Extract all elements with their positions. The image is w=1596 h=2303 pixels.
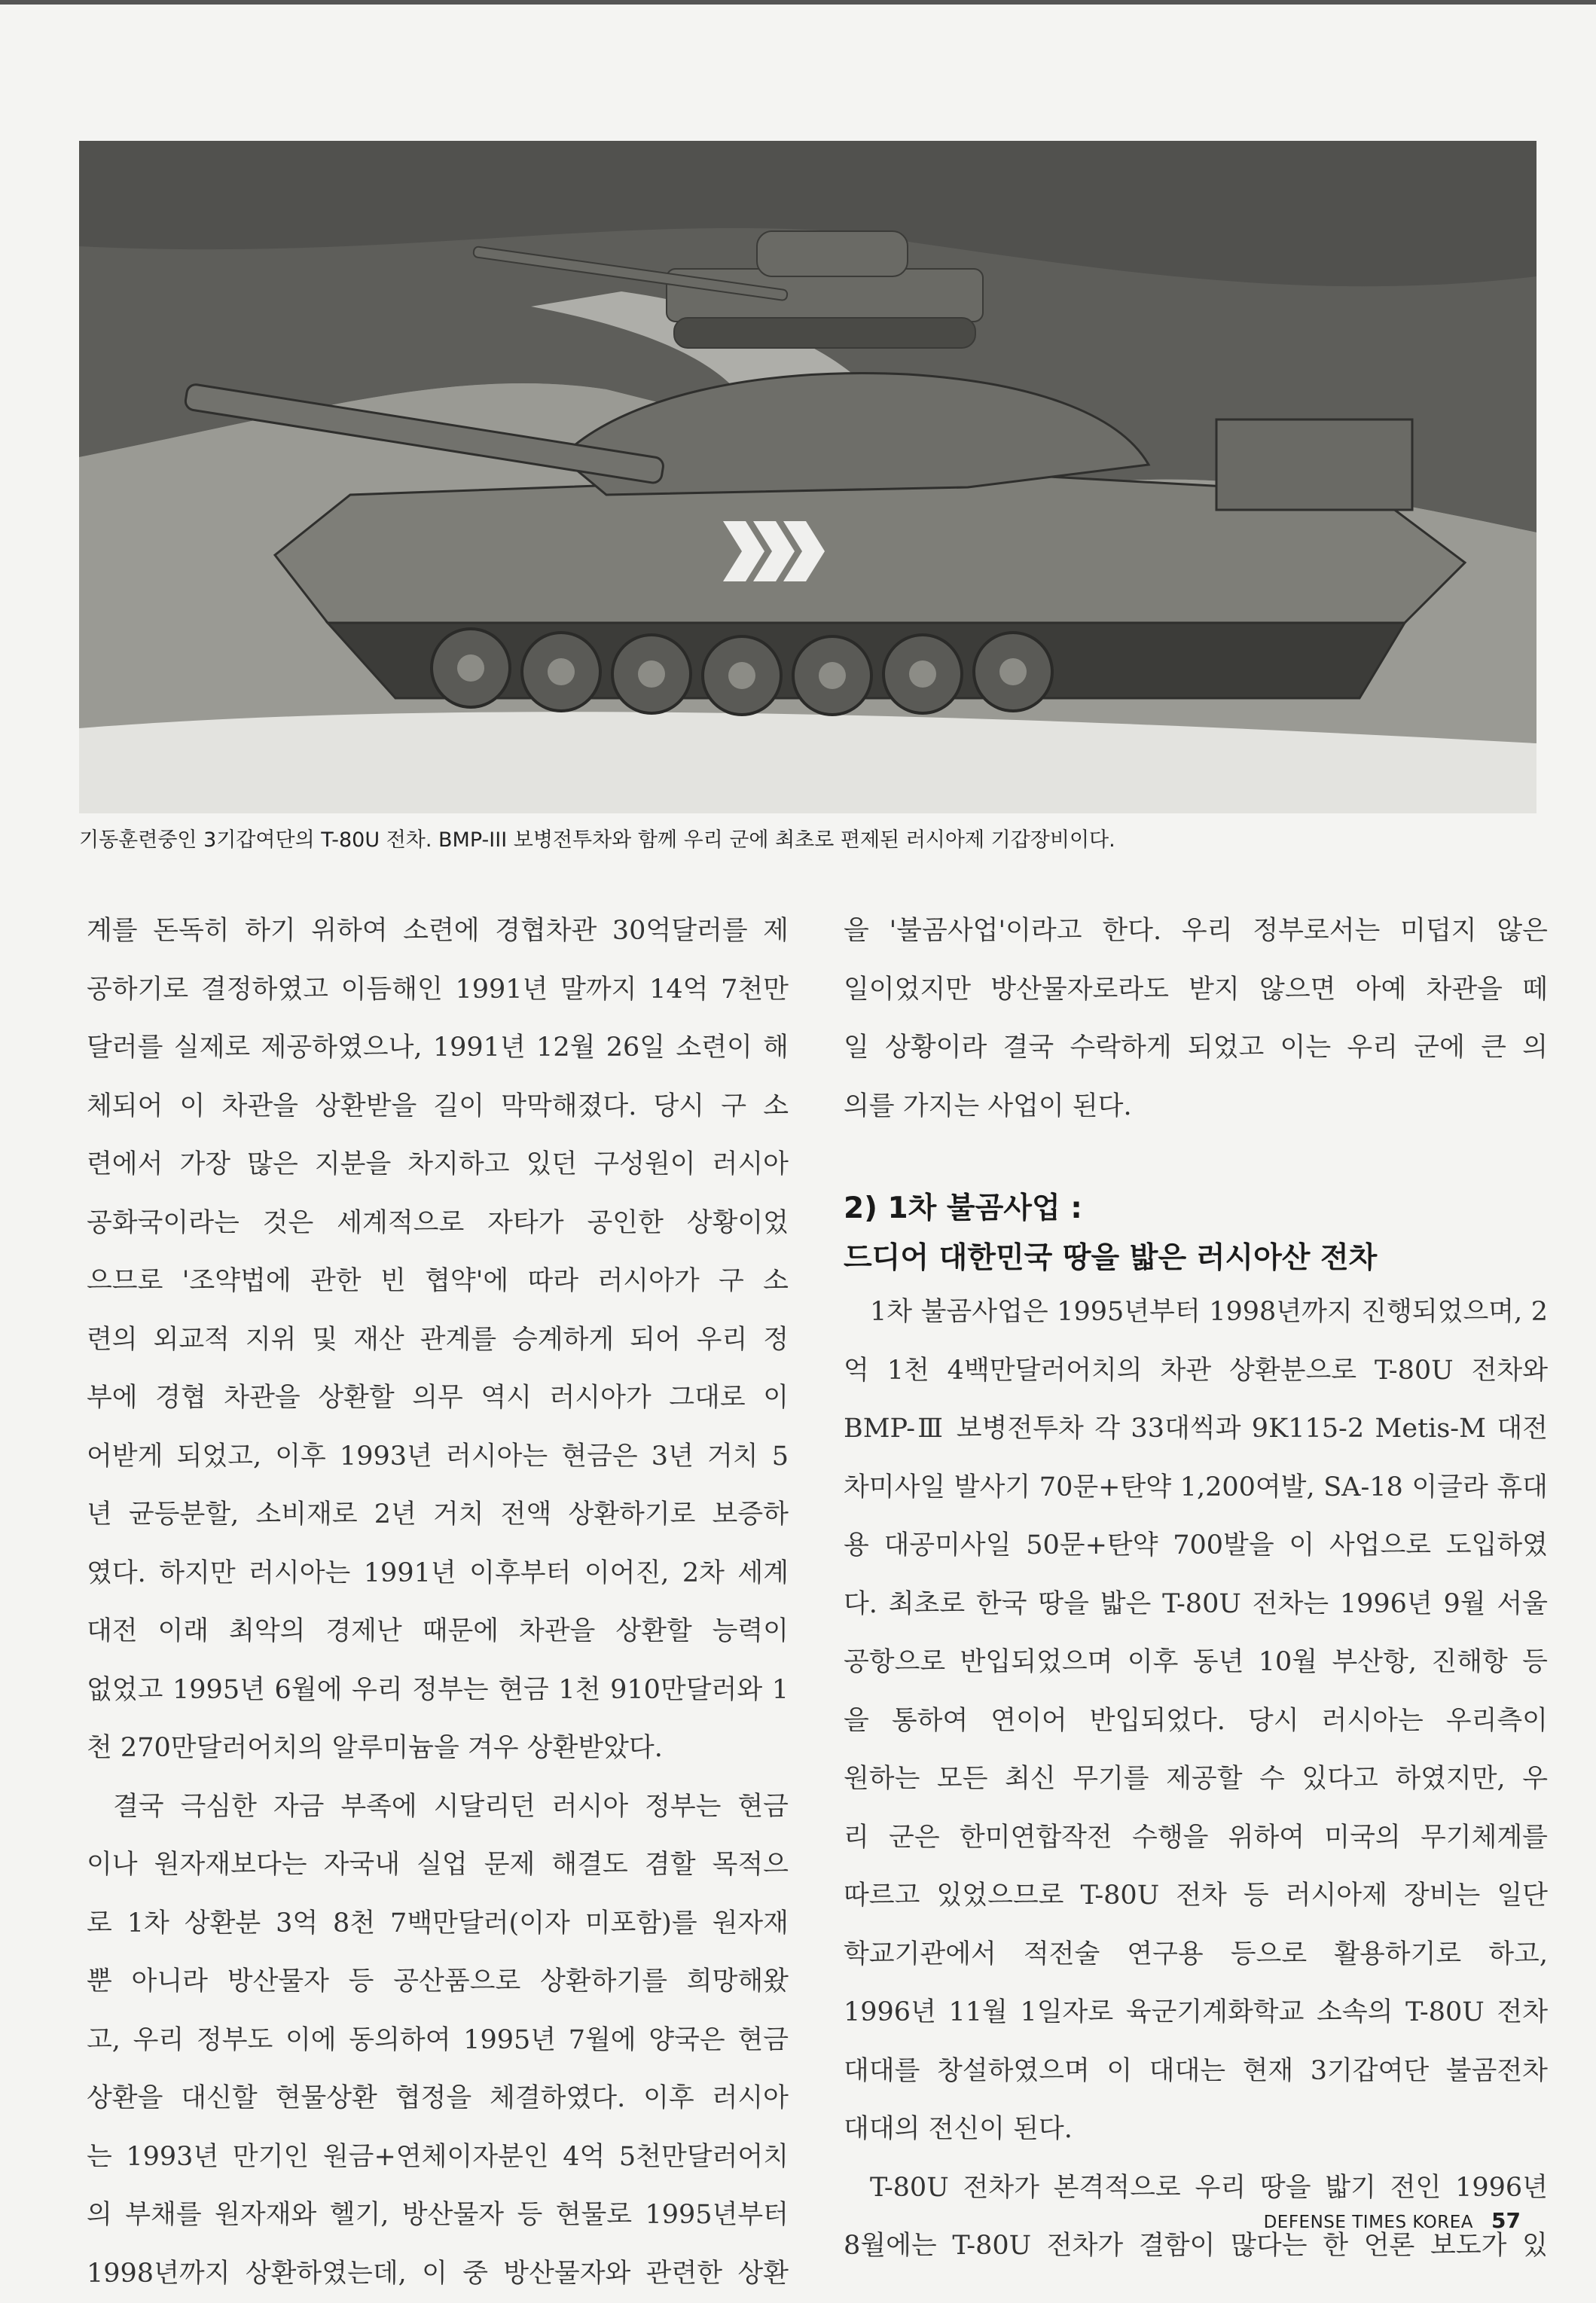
section-heading-line2: 드디어 대한민국 땅을 밟은 러시아산 전차	[844, 1234, 1548, 1283]
paragraph-line: 공화국이라는 것은 세계적으로 자타가 공인한 상황이었	[87, 1194, 789, 1253]
paragraph-line: 의를 가지는 사업이 된다.	[844, 1078, 1548, 1136]
paragraph-line: 1차 불곰사업은 1995년부터 1998년까지 진행되었으며, 2	[844, 1283, 1548, 1342]
paragraph-line: 대대의 전신이 된다.	[844, 2100, 1548, 2159]
paragraph-line: 상환을 대신할 현물상환 협정을 체결하였다. 이후 러시아	[87, 2070, 789, 2128]
paragraph-line: 없었고 1995년 6월에 우리 정부는 현금 1천 910만달러와 1	[87, 1661, 789, 1720]
paragraph-line: 차미사일 발사기 70문+탄약 1,200여발, SA-18 이글라 휴대	[844, 1459, 1548, 1518]
tank-photo	[79, 141, 1536, 813]
paragraph-line: 어받게 되었고, 이후 1993년 러시아는 현금은 3년 거치 5	[87, 1428, 789, 1487]
paragraph-line: 공항으로 반입되었으며 이후 동년 10월 부산항, 진해항 등	[844, 1633, 1548, 1692]
paragraph-line: 련에서 가장 많은 지분을 차지하고 있던 구성원이 러시아	[87, 1136, 789, 1194]
paragraph-line: 을 통하여 연이어 반입되었다. 당시 러시아는 우리측이	[844, 1692, 1548, 1751]
paragraph-line: 천 270만달러어치의 알루미늄을 겨우 상환받았다.	[87, 1719, 789, 1778]
paragraph-line: 달러를 실제로 제공하였으나, 1991년 12월 26일 소련이 해	[87, 1019, 789, 1078]
paragraph-line: 리 군은 한미연합작전 수행을 위하여 미국의 무기체계를	[844, 1809, 1548, 1868]
paragraph-line: 부에 경협 차관을 상환할 의무 역시 러시아가 그대로 이	[87, 1369, 789, 1428]
paragraph-line: 1996년 11월 1일자로 육군기계화학교 소속의 T-80U 전차	[844, 1984, 1548, 2042]
paragraph-line: 의 부채를 원자재와 헬기, 방산물자 등 현물로 1995년부터	[87, 2186, 789, 2245]
paragraph-line: 였다. 하지만 러시아는 1991년 이후부터 이어진, 2차 세계	[87, 1545, 789, 1603]
paragraph-line: 일이었지만 방산물자로라도 받지 않으면 아예 차관을 떼	[844, 961, 1548, 1020]
paragraph-line: 대전 이래 최악의 경제난 때문에 차관을 상환할 능력이	[87, 1603, 789, 1661]
magazine-name: DEFENSE TIMES KOREA	[1264, 2213, 1473, 2232]
left-column	[87, 902, 789, 2303]
paragraph-line: 을 '불곰사업'이라고 한다. 우리 정부로서는 미덥지 않은	[844, 902, 1548, 961]
paragraph-line: 으므로 '조약법에 관한 빈 협약'에 따라 러시아가 구 소	[87, 1252, 789, 1311]
paragraph-line: 년 균등분할, 소비재로 2년 거치 전액 상환하기로 보증하	[87, 1486, 789, 1545]
paragraph-line: 결국 극심한 자금 부족에 시달리던 러시아 정부는 현금	[87, 1778, 789, 1837]
section-heading-line1: 2) 1차 불곰사업 :	[844, 1184, 1548, 1234]
paragraph-line: 계를 돈독히 하기 위하여 소련에 경협차관 30억달러를 제	[87, 902, 789, 961]
paragraph-line: 련의 외교적 지위 및 재산 관계를 승계하게 되어 우리 정	[87, 1311, 789, 1370]
paragraph-line: 로 1차 상환분 3억 8천 7백만달러(이자 미포함)를 원자재	[87, 1895, 789, 1954]
paragraph-line: 이나 원자재보다는 자국내 실업 문제 해결도 겸할 목적으	[87, 1836, 789, 1895]
paragraph-line: 체되어 이 차관을 상환받을 길이 막막해졌다. 당시 구 소	[87, 1078, 789, 1136]
paragraph-line: 따르고 있었으므로 T-80U 전차 등 러시아제 장비는 일단	[844, 1867, 1548, 1926]
top-rule	[0, 0, 1596, 5]
paragraph-line: 다. 최초로 한국 땅을 밟은 T-80U 전차는 1996년 9월 서울	[844, 1575, 1548, 1634]
paragraph-line: 원하는 모든 최신 무기를 제공할 수 있다고 하였지만, 우	[844, 1750, 1548, 1809]
paragraph-line: 대대를 창설하였으며 이 대대는 현재 3기갑여단 불곰전차	[844, 2042, 1548, 2101]
photo-caption: 기동훈련중인 3기갑여단의 T-80U 전차. BMP-III 보병전투차와 함께 우리 군에 최초로 편제된 러시아제 기갑장비이다.	[79, 823, 1536, 853]
paragraph-line: 고, 우리 정부도 이에 동의하여 1995년 7월에 양국은 현금	[87, 2012, 789, 2070]
paragraph-line: 학교기관에서 적전술 연구용 등으로 활용하기로 하고,	[844, 1926, 1548, 1984]
paragraph-line: 용 대공미사일 50문+탄약 700발을 이 사업으로 도입하였	[844, 1517, 1548, 1575]
paragraph-line: 공하기로 결정하였고 이듬해인 1991년 말까지 14억 7천만	[87, 961, 789, 1020]
paragraph-line: 8월에는 T-80U 전차가 결함이 많다는 한 언론 보도가 있	[844, 2217, 1548, 2276]
page-number: 57	[1491, 2208, 1521, 2233]
paragraph-line: 1998년까지 상환하였는데, 이 중 방산물자와 관련한 상환	[87, 2245, 789, 2303]
page-footer	[1264, 2208, 1521, 2233]
section-heading	[844, 1184, 1548, 1283]
paragraph-line: 뿐 아니라 방산물자 등 공산품으로 상환하기를 희망해왔	[87, 1953, 789, 2012]
paragraph-line: 일 상황이라 결국 수락하게 되었고 이는 우리 군에 큰 의	[844, 1019, 1548, 1078]
paragraph-line: 는 1993년 만기인 원금+연체이자분인 4억 5천만달러어치	[87, 2128, 789, 2187]
paragraph-line: BMP-Ⅲ 보병전투차 각 33대씩과 9K115-2 Metis-M 대전	[844, 1400, 1548, 1459]
paragraph-line: 억 1천 4백만달러어치의 차관 상환분으로 T-80U 전차와	[844, 1342, 1548, 1401]
tank-photo-illustration	[79, 141, 1536, 813]
paragraph-line: T-80U 전차가 본격적으로 우리 땅을 밟기 전인 1996년	[844, 2159, 1548, 2218]
right-column	[844, 902, 1548, 2276]
